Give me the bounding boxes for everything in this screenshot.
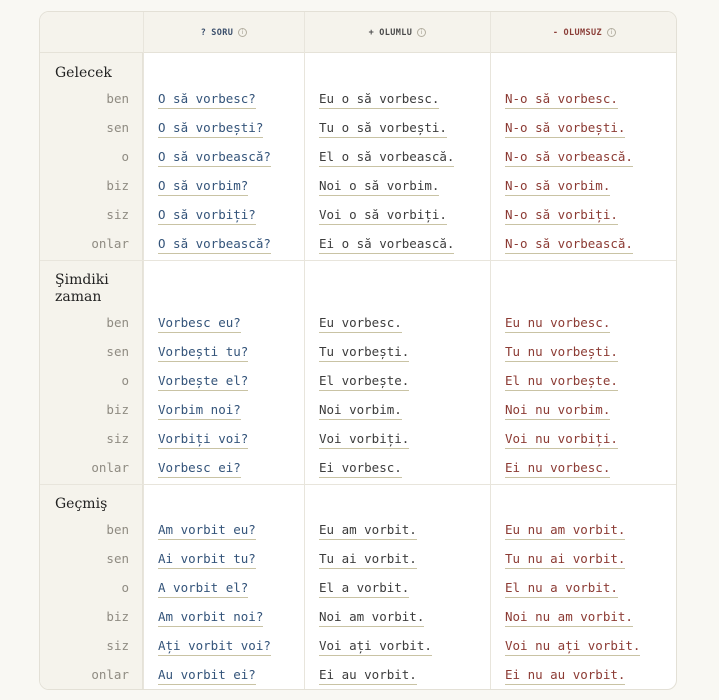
question-cell[interactable]: Vorbesc eu?	[158, 315, 241, 333]
header-soru: ? SORU i	[144, 12, 304, 53]
tense-label: Geçmiş	[55, 496, 108, 512]
pronoun-label: ben	[106, 315, 129, 330]
pronoun-label: onlar	[91, 236, 129, 251]
positive-cell[interactable]: El a vorbit.	[319, 580, 409, 598]
pronoun-label: ben	[106, 522, 129, 537]
pronoun-label: o	[121, 580, 129, 595]
negative-cell[interactable]: N-o să vorbesc.	[505, 91, 618, 109]
positive-cell[interactable]: Noi am vorbit.	[319, 609, 424, 627]
pronoun-label: siz	[106, 638, 129, 653]
question-cell[interactable]: O să vorbească?	[158, 149, 271, 167]
question-cell[interactable]: Vorbești tu?	[158, 344, 248, 362]
positive-cell[interactable]: Eu vorbesc.	[319, 315, 402, 333]
pronoun-label: ben	[106, 91, 129, 106]
positive-cell[interactable]: El o să vorbească.	[319, 149, 454, 167]
negative-cell[interactable]: Tu nu vorbești.	[505, 344, 618, 362]
pronoun-label: o	[121, 373, 129, 388]
question-cell[interactable]: O să vorbiți?	[158, 207, 256, 225]
negative-cell[interactable]: N-o să vorbească.	[505, 236, 633, 254]
negative-cell[interactable]: Voi nu ați vorbit.	[505, 638, 640, 656]
positive-cell[interactable]: Voi vorbiți.	[319, 431, 409, 449]
info-icon[interactable]: i	[417, 28, 426, 37]
question-cell[interactable]: Vorbim noi?	[158, 402, 241, 420]
info-icon[interactable]: i	[238, 28, 247, 37]
pronoun-label: biz	[106, 178, 129, 193]
pronoun-label: biz	[106, 609, 129, 624]
negative-cell[interactable]: N-o să vorbim.	[505, 178, 610, 196]
negative-cell[interactable]: El nu vorbește.	[505, 373, 618, 391]
positive-cell[interactable]: Noi o să vorbim.	[319, 178, 439, 196]
pronoun-label: sen	[106, 551, 129, 566]
question-cell[interactable]: O să vorbești?	[158, 120, 263, 138]
positive-cell[interactable]: Voi ați vorbit.	[319, 638, 432, 656]
question-cell[interactable]: Am vorbit noi?	[158, 609, 263, 627]
negative-cell[interactable]: Voi nu vorbiți.	[505, 431, 618, 449]
conjugation-table	[39, 11, 677, 690]
pronoun-label: onlar	[91, 667, 129, 682]
positive-cell[interactable]: El vorbește.	[319, 373, 409, 391]
header-olumlu: + OLUMLU i	[305, 12, 490, 53]
negative-cell[interactable]: Eu nu am vorbit.	[505, 522, 625, 540]
tense-label: Gelecek	[55, 65, 112, 81]
question-cell[interactable]: O să vorbească?	[158, 236, 271, 254]
negative-cell[interactable]: N-o să vorbiți.	[505, 207, 618, 225]
pronoun-label: sen	[106, 120, 129, 135]
positive-cell[interactable]: Eu am vorbit.	[319, 522, 417, 540]
group-divider	[40, 260, 676, 261]
positive-cell[interactable]: Voi o să vorbiți.	[319, 207, 447, 225]
group-divider	[40, 484, 676, 485]
question-cell[interactable]: Am vorbit eu?	[158, 522, 256, 540]
pronoun-label: onlar	[91, 460, 129, 475]
pronoun-label: o	[121, 149, 129, 164]
question-cell[interactable]: Au vorbit ei?	[158, 667, 256, 685]
negative-cell[interactable]: Eu nu vorbesc.	[505, 315, 610, 333]
positive-cell[interactable]: Ei au vorbit.	[319, 667, 417, 685]
info-icon[interactable]: i	[607, 28, 616, 37]
pronoun-label: siz	[106, 431, 129, 446]
pronoun-label: siz	[106, 207, 129, 222]
question-cell[interactable]: Vorbiți voi?	[158, 431, 248, 449]
question-cell[interactable]: O să vorbim?	[158, 178, 248, 196]
pronoun-label: biz	[106, 402, 129, 417]
negative-cell[interactable]: N-o să vorbești.	[505, 120, 625, 138]
question-cell[interactable]: A vorbit el?	[158, 580, 248, 598]
header-olumsuz: - OLUMSUZ i	[491, 12, 677, 53]
question-cell[interactable]: Ați vorbit voi?	[158, 638, 271, 656]
positive-cell[interactable]: Tu o să vorbești.	[319, 120, 447, 138]
question-cell[interactable]: Vorbește el?	[158, 373, 248, 391]
negative-cell[interactable]: El nu a vorbit.	[505, 580, 618, 598]
positive-cell[interactable]: Ei vorbesc.	[319, 460, 402, 478]
tense-label: Şimdiki zaman	[55, 272, 109, 305]
negative-cell[interactable]: Ei nu vorbesc.	[505, 460, 610, 478]
negative-cell[interactable]: Noi nu vorbim.	[505, 402, 610, 420]
negative-cell[interactable]: Ei nu au vorbit.	[505, 667, 625, 685]
positive-cell[interactable]: Tu vorbești.	[319, 344, 409, 362]
positive-cell[interactable]: Noi vorbim.	[319, 402, 402, 420]
negative-cell[interactable]: N-o să vorbească.	[505, 149, 633, 167]
question-cell[interactable]: O să vorbesc?	[158, 91, 256, 109]
question-cell[interactable]: Vorbesc ei?	[158, 460, 241, 478]
pronoun-label: sen	[106, 344, 129, 359]
positive-cell[interactable]: Eu o să vorbesc.	[319, 91, 439, 109]
negative-cell[interactable]: Noi nu am vorbit.	[505, 609, 633, 627]
positive-cell[interactable]: Ei o să vorbească.	[319, 236, 454, 254]
negative-cell[interactable]: Tu nu ai vorbit.	[505, 551, 625, 569]
question-cell[interactable]: Ai vorbit tu?	[158, 551, 256, 569]
positive-cell[interactable]: Tu ai vorbit.	[319, 551, 417, 569]
